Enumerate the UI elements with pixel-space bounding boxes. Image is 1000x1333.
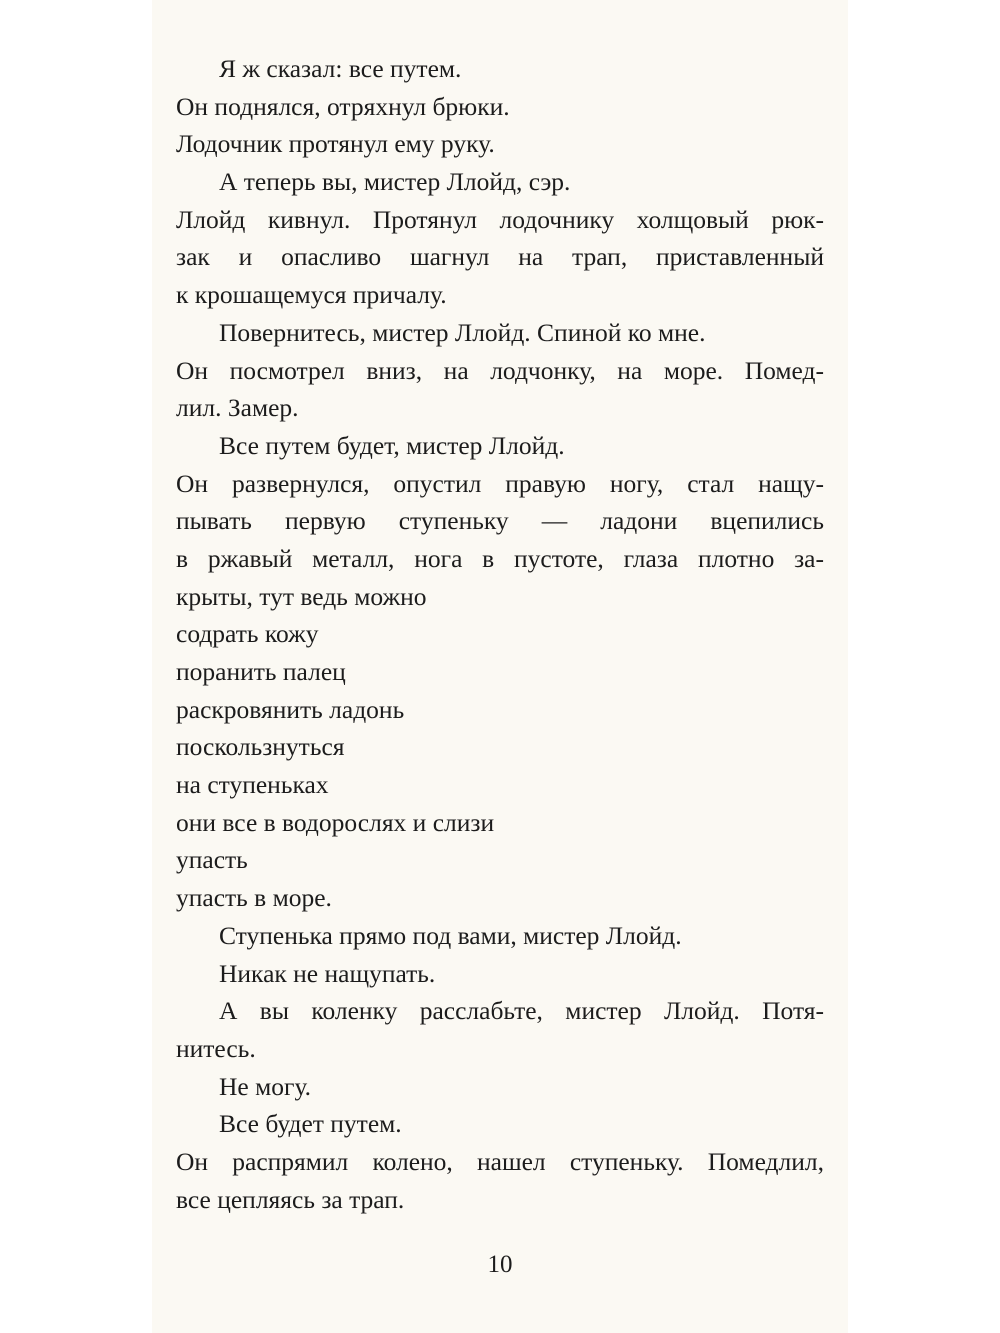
page-number: 10 bbox=[487, 1251, 513, 1278]
text-line: Ллойд кивнул. Протянул лодочнику холщовый рюк- bbox=[176, 204, 824, 234]
text-line: А теперь вы, мистер Ллойд, сэр. bbox=[219, 167, 571, 197]
text-line: лил. Замер. bbox=[176, 393, 299, 423]
text-line: пывать первую ступеньку — ладони вцепились bbox=[176, 506, 824, 536]
text-line: Все путем будет, мистер Ллойд. bbox=[219, 430, 565, 460]
text-line: А вы коленку расслабьте, мистер Ллойд. Потя- bbox=[219, 996, 824, 1026]
text-line: они все в водорослях и слизи bbox=[176, 807, 495, 837]
text-line: Он распрямил колено, нашел ступеньку. Помедлил, bbox=[176, 1146, 824, 1176]
text-line: Он развернулся, опустил правую ногу, стал нащу- bbox=[176, 468, 824, 498]
text-line: на ступеньках bbox=[176, 770, 329, 800]
text-line: Он поднялся, отряхнул брюки. bbox=[176, 91, 510, 121]
text-line: зак и опасливо шагнул на трап, приставленный bbox=[176, 242, 824, 272]
text-line: Он посмотрел вниз, на лодчонку, на море. Помед- bbox=[176, 355, 824, 385]
text-line: все цепляясь за трап. bbox=[176, 1184, 405, 1214]
text-line: к крошащемуся причалу. bbox=[176, 280, 447, 310]
text-line: упасть bbox=[176, 845, 248, 875]
text-line: в ржавый металл, нога в пустоте, глаза плотно за- bbox=[176, 543, 824, 573]
book-page bbox=[152, 0, 848, 1333]
text-line: нитесь. bbox=[176, 1033, 256, 1063]
text-line: Повернитесь, мистер Ллойд. Спиной ко мне. bbox=[219, 317, 706, 347]
text-line: Я ж сказал: все путем. bbox=[219, 54, 462, 83]
page-body-text bbox=[176, 50, 824, 1218]
text-line: Не могу. bbox=[219, 1071, 312, 1101]
text-line: упасть в море. bbox=[176, 883, 332, 913]
text-line: Ступенька прямо под вами, мистер Ллойд. bbox=[219, 920, 682, 950]
text-line: Лодочник протянул ему руку. bbox=[176, 129, 495, 159]
text-line: Никак не нащупать. bbox=[219, 958, 436, 988]
text-line: поранить палец bbox=[176, 657, 346, 686]
text-line: содрать кожу bbox=[176, 619, 319, 649]
text-line: Все будет путем. bbox=[219, 1109, 402, 1139]
text-line: крыты, тут ведь можно bbox=[176, 581, 427, 611]
text-line: поскользнуться bbox=[176, 732, 345, 762]
text-line: раскровянить ладонь bbox=[176, 694, 405, 724]
